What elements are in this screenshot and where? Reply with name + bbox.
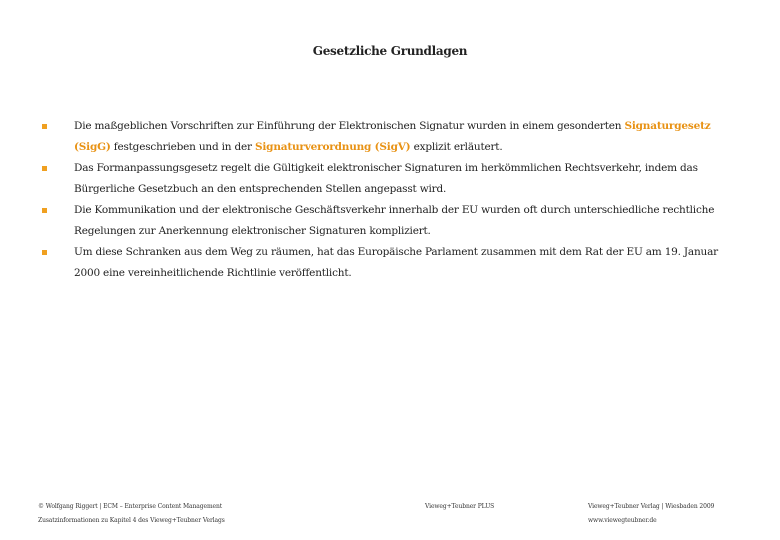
- bullet-text-part: explizit erläutert.: [410, 141, 503, 153]
- page-title: Gesetzliche Grundlagen: [312, 44, 468, 58]
- bullet-list: [42, 116, 722, 284]
- signaturgesetz-highlight: Signaturgesetz (SigG): [74, 120, 711, 153]
- square-bullet-icon: [42, 208, 47, 213]
- bullet-text: Um diese Schranken aus dem Weg zu räumen, hat das Europäische Parlament zusammen mit dem Rat der EU am 19. Januar 2000 eine vereinheitlichende Richtlinie veröffentlicht.: [74, 246, 719, 279]
- footer-publisher: [588, 500, 758, 528]
- footer-brand: [425, 500, 545, 514]
- bullet-text-part: Die maßgeblichen Vorschriften zur Einführung der Elektronischen Signatur wurden in einem gesonderten: [74, 120, 625, 132]
- square-bullet-icon: [42, 124, 47, 129]
- footer-info-line: Zusatzinformationen zu Kapitel 4 des Vieweg+Teubner Verlags: [38, 517, 225, 524]
- list-item: [42, 242, 722, 284]
- footer-brand-text: Vieweg+Teubner PLUS: [425, 503, 495, 510]
- square-bullet-icon: [42, 250, 47, 255]
- footer-copyright: [38, 500, 278, 528]
- bullet-text-part: festgeschrieben und in der: [110, 141, 255, 153]
- footer-copyright-line: © Wolfgang Riggert | ECM – Enterprise Content Management: [38, 503, 223, 510]
- list-item: [42, 116, 722, 158]
- bullet-text: Die Kommunikation und der elektronische Geschäftsverkehr innerhalb der EU wurden oft durch unterschiedliche rechtliche Regelungen zur Anerkennung elektronischer Signaturen kompliziert.: [74, 204, 715, 237]
- signaturverordnung-highlight: Signaturverordnung (SigV): [255, 141, 411, 153]
- list-item: [42, 200, 722, 242]
- footer-publisher-line: Vieweg+Teubner Verlag | Wiesbaden 2009: [588, 503, 715, 510]
- footer-website-link[interactable]: www.viewegteubner.de: [588, 517, 657, 524]
- square-bullet-icon: [42, 166, 47, 171]
- bullet-text: Das Formanpassungsgesetz regelt die Gültigkeit elektronischer Signaturen im herkömmlichen Rechtsverkehr, indem das Bürgerliche Gesetzbuch an den entsprechenden Stellen angepasst wird.: [74, 162, 698, 195]
- list-item: [42, 158, 722, 200]
